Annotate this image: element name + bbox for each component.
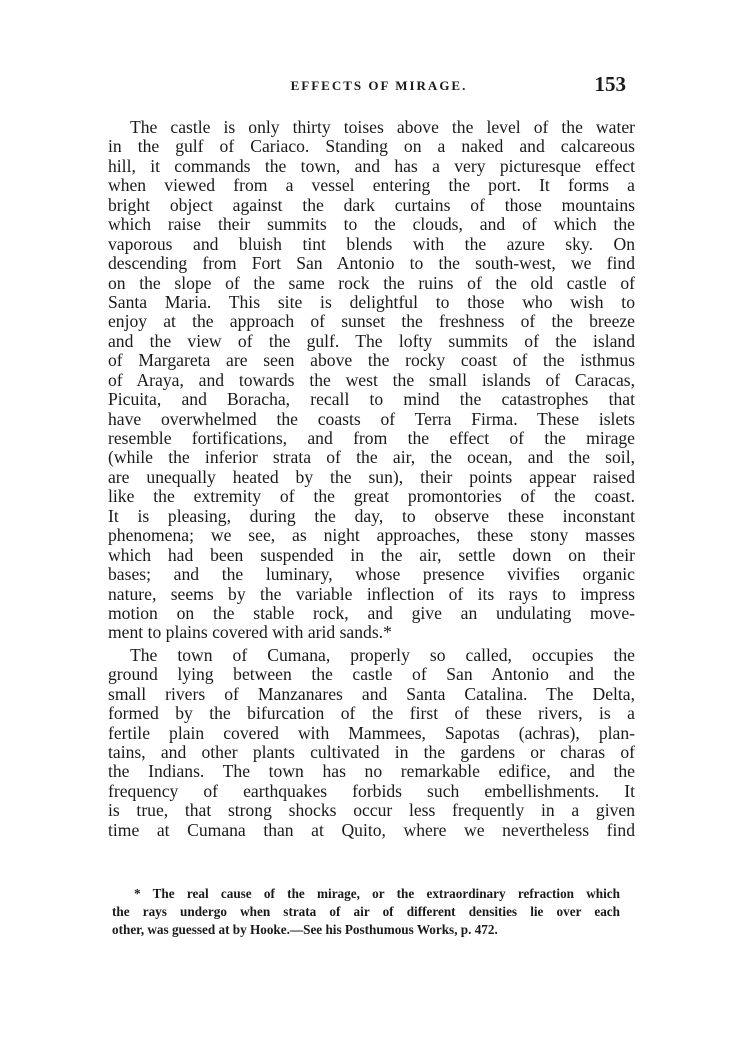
running-head: EFFECTS OF MIRAGE. (290, 78, 468, 93)
text-line: descending from Fort San Antonio to the south-west, we find (108, 253, 635, 274)
page-number: 153 (594, 72, 626, 96)
text-line: formed by the bifurcation of the first of these rivers, is a (108, 703, 635, 724)
text-line: ground lying between the castle of San Antonio and the (108, 664, 635, 685)
text-line: of Araya, and towards the west the small islands of Caracas, (108, 369, 635, 390)
text-line: It is pleasing, during the day, to observe these inconstant (108, 505, 635, 526)
text-line: resemble fortifications, and from the effect of the mirage (108, 428, 635, 448)
text-line: motion on the stable rock, and give an undulating move- (108, 602, 635, 623)
footnote-line: other, was guessed at by Hooke.—See his Posthumous Works, p. 472. (112, 922, 498, 937)
text-line: which had been suspended in the air, settle down on their (108, 544, 635, 565)
text-line: Picuita, and Boracha, recall to mind the catastrophes that (108, 389, 635, 410)
footnote (112, 885, 620, 939)
text-line: of Margareta are seen above the rocky coast of the isthmus (108, 350, 635, 371)
footnote-line: * The real cause of the mirage, or the extraordinary refraction which (134, 886, 620, 901)
text-line: fertile plain covered with Mammees, Sapotas (achras), plan- (108, 722, 635, 743)
paragraph-1 (108, 118, 635, 643)
page-header (108, 72, 650, 102)
text-line: hill, it commands the town, and has a very picturesque effect (108, 155, 635, 176)
text-line: in the gulf of Cariaco. Standing on a naked and calcareous (108, 136, 635, 157)
text-line: vaporous and bluish tint blends with the azure sky. On (108, 233, 635, 254)
text-line: (while the inferior strata of the air, the ocean, and the soil, (108, 447, 635, 468)
text-line: have overwhelmed the coasts of Terra Firma. These islets (108, 408, 635, 429)
text-line: the Indians. The town has no remarkable edifice, and the (108, 761, 635, 782)
text-line: Santa Maria. This site is delightful to those who wish to (108, 291, 635, 312)
text-line: like the extremity of the great promontories of the coast. (108, 486, 635, 507)
paragraph-2 (108, 646, 635, 840)
text-line: and the view of the gulf. The lofty summits of the island (108, 330, 635, 351)
text-line: ment to plains covered with arid sands.* (108, 622, 392, 643)
text-line: when viewed from a vessel entering the port. It forms a (108, 175, 635, 196)
text-line: are unequally heated by the sun), their points appear raised (108, 466, 635, 487)
text-line: which raise their summits to the clouds, and of which the (108, 214, 635, 235)
text-line: bases; and the luminary, whose presence vivifies organic (108, 564, 635, 585)
text-line: bright object against the dark curtains of those mountains (108, 194, 635, 215)
text-line: frequency of earthquakes forbids such embellishments. It (108, 780, 635, 801)
text-line: small rivers of Manzanares and Santa Catalina. The Delta, (108, 683, 635, 704)
footnote-line: the rays undergo when strata of air of different densities lie over each (112, 904, 620, 919)
text-line: on the slope of the same rock the ruins of the old castle of (108, 272, 635, 293)
text-line: phenomena; we see, as night approaches, these stony masses (108, 525, 635, 546)
text-line: The town of Cumana, properly so called, occupies the (130, 644, 635, 665)
text-line: The castle is only thirty toises above the level of the water (130, 117, 635, 137)
body-text (108, 118, 635, 840)
text-line: tains, and other plants cultivated in the gardens or charas of (108, 742, 635, 762)
text-line: enjoy at the approach of sunset the freshness of the breeze (108, 311, 635, 332)
text-line: is true, that strong shocks occur less frequently in a given (108, 800, 635, 821)
text-line: nature, seems by the variable inflection of its rays to impress (108, 583, 635, 604)
text-line: time at Cumana than at Quito, where we nevertheless find (108, 819, 635, 840)
